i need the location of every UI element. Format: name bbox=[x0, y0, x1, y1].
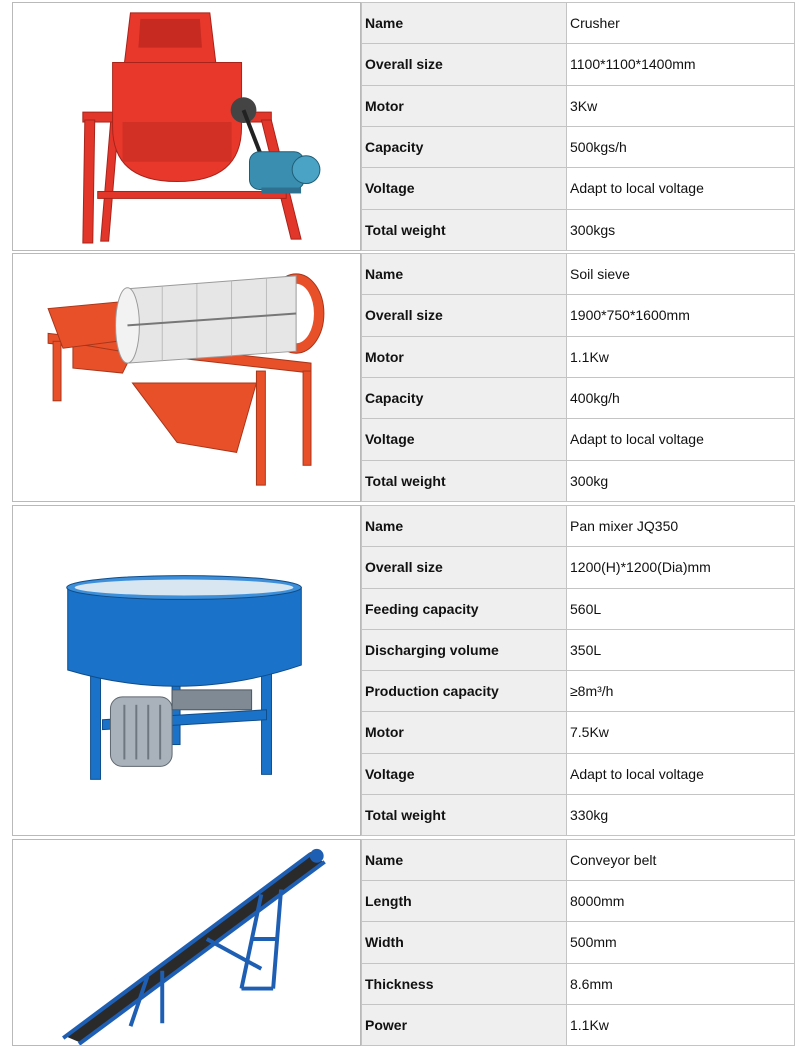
spec-label: Name bbox=[362, 3, 567, 44]
conveyor-belt-spec-table bbox=[361, 839, 795, 1046]
product-block-pan-mixer bbox=[12, 505, 795, 836]
spec-value: Soil sieve bbox=[567, 254, 795, 295]
soil-sieve-image bbox=[12, 253, 361, 502]
spec-value: 3Kw bbox=[567, 85, 795, 126]
spec-value: Conveyor belt bbox=[567, 840, 795, 881]
spec-value: 7.5Kw bbox=[567, 712, 795, 753]
spec-value: 1100*1100*1400mm bbox=[567, 44, 795, 85]
spec-label: Total weight bbox=[362, 460, 567, 501]
spec-value: 330kg bbox=[567, 794, 795, 835]
spec-label: Overall size bbox=[362, 295, 567, 336]
spec-label: Motor bbox=[362, 336, 567, 377]
spec-value: 400kg/h bbox=[567, 377, 795, 418]
spec-value: 300kg bbox=[567, 460, 795, 501]
spec-value: 1900*750*1600mm bbox=[567, 295, 795, 336]
spec-value: 500kgs/h bbox=[567, 126, 795, 167]
spec-value: Pan mixer JQ350 bbox=[567, 506, 795, 547]
spec-label: Width bbox=[362, 922, 567, 963]
product-block-conveyor-belt bbox=[12, 839, 795, 1046]
spec-value: 1.1Kw bbox=[567, 336, 795, 377]
spec-value: Adapt to local voltage bbox=[567, 419, 795, 460]
spec-label: Motor bbox=[362, 712, 567, 753]
spec-value: 500mm bbox=[567, 922, 795, 963]
spec-label: Capacity bbox=[362, 377, 567, 418]
spec-label: Name bbox=[362, 506, 567, 547]
spec-value: ≥8m³/h bbox=[567, 671, 795, 712]
spec-value: 1200(H)*1200(Dia)mm bbox=[567, 547, 795, 588]
spec-label: Feeding capacity bbox=[362, 588, 567, 629]
spec-value: 8000mm bbox=[567, 881, 795, 922]
spec-value: 350L bbox=[567, 629, 795, 670]
soil-sieve-spec-table bbox=[361, 253, 795, 502]
spec-label: Voltage bbox=[362, 419, 567, 460]
pan-mixer-image bbox=[12, 505, 361, 836]
spec-label: Motor bbox=[362, 85, 567, 126]
spec-label: Voltage bbox=[362, 753, 567, 794]
spec-label: Overall size bbox=[362, 44, 567, 85]
spec-label: Thickness bbox=[362, 963, 567, 1004]
spec-label: Production capacity bbox=[362, 671, 567, 712]
spec-label: Power bbox=[362, 1004, 567, 1045]
spec-label: Capacity bbox=[362, 126, 567, 167]
pan-mixer-spec-table bbox=[361, 505, 795, 836]
crusher-spec-table bbox=[361, 2, 795, 251]
spec-label: Name bbox=[362, 254, 567, 295]
spec-value: Crusher bbox=[567, 3, 795, 44]
spec-label: Length bbox=[362, 881, 567, 922]
crusher-image bbox=[12, 2, 361, 251]
spec-value: Adapt to local voltage bbox=[567, 753, 795, 794]
spec-value: 8.6mm bbox=[567, 963, 795, 1004]
product-block-crusher bbox=[12, 2, 795, 251]
product-block-soil-sieve bbox=[12, 253, 795, 502]
spec-label: Voltage bbox=[362, 168, 567, 209]
spec-value: 1.1Kw bbox=[567, 1004, 795, 1045]
spec-label: Total weight bbox=[362, 794, 567, 835]
conveyor-belt-image bbox=[12, 839, 361, 1046]
spec-value: 300kgs bbox=[567, 209, 795, 250]
spec-label: Total weight bbox=[362, 209, 567, 250]
spec-label: Discharging volume bbox=[362, 629, 567, 670]
spec-label: Name bbox=[362, 840, 567, 881]
spec-value: 560L bbox=[567, 588, 795, 629]
spec-value: Adapt to local voltage bbox=[567, 168, 795, 209]
spec-label: Overall size bbox=[362, 547, 567, 588]
